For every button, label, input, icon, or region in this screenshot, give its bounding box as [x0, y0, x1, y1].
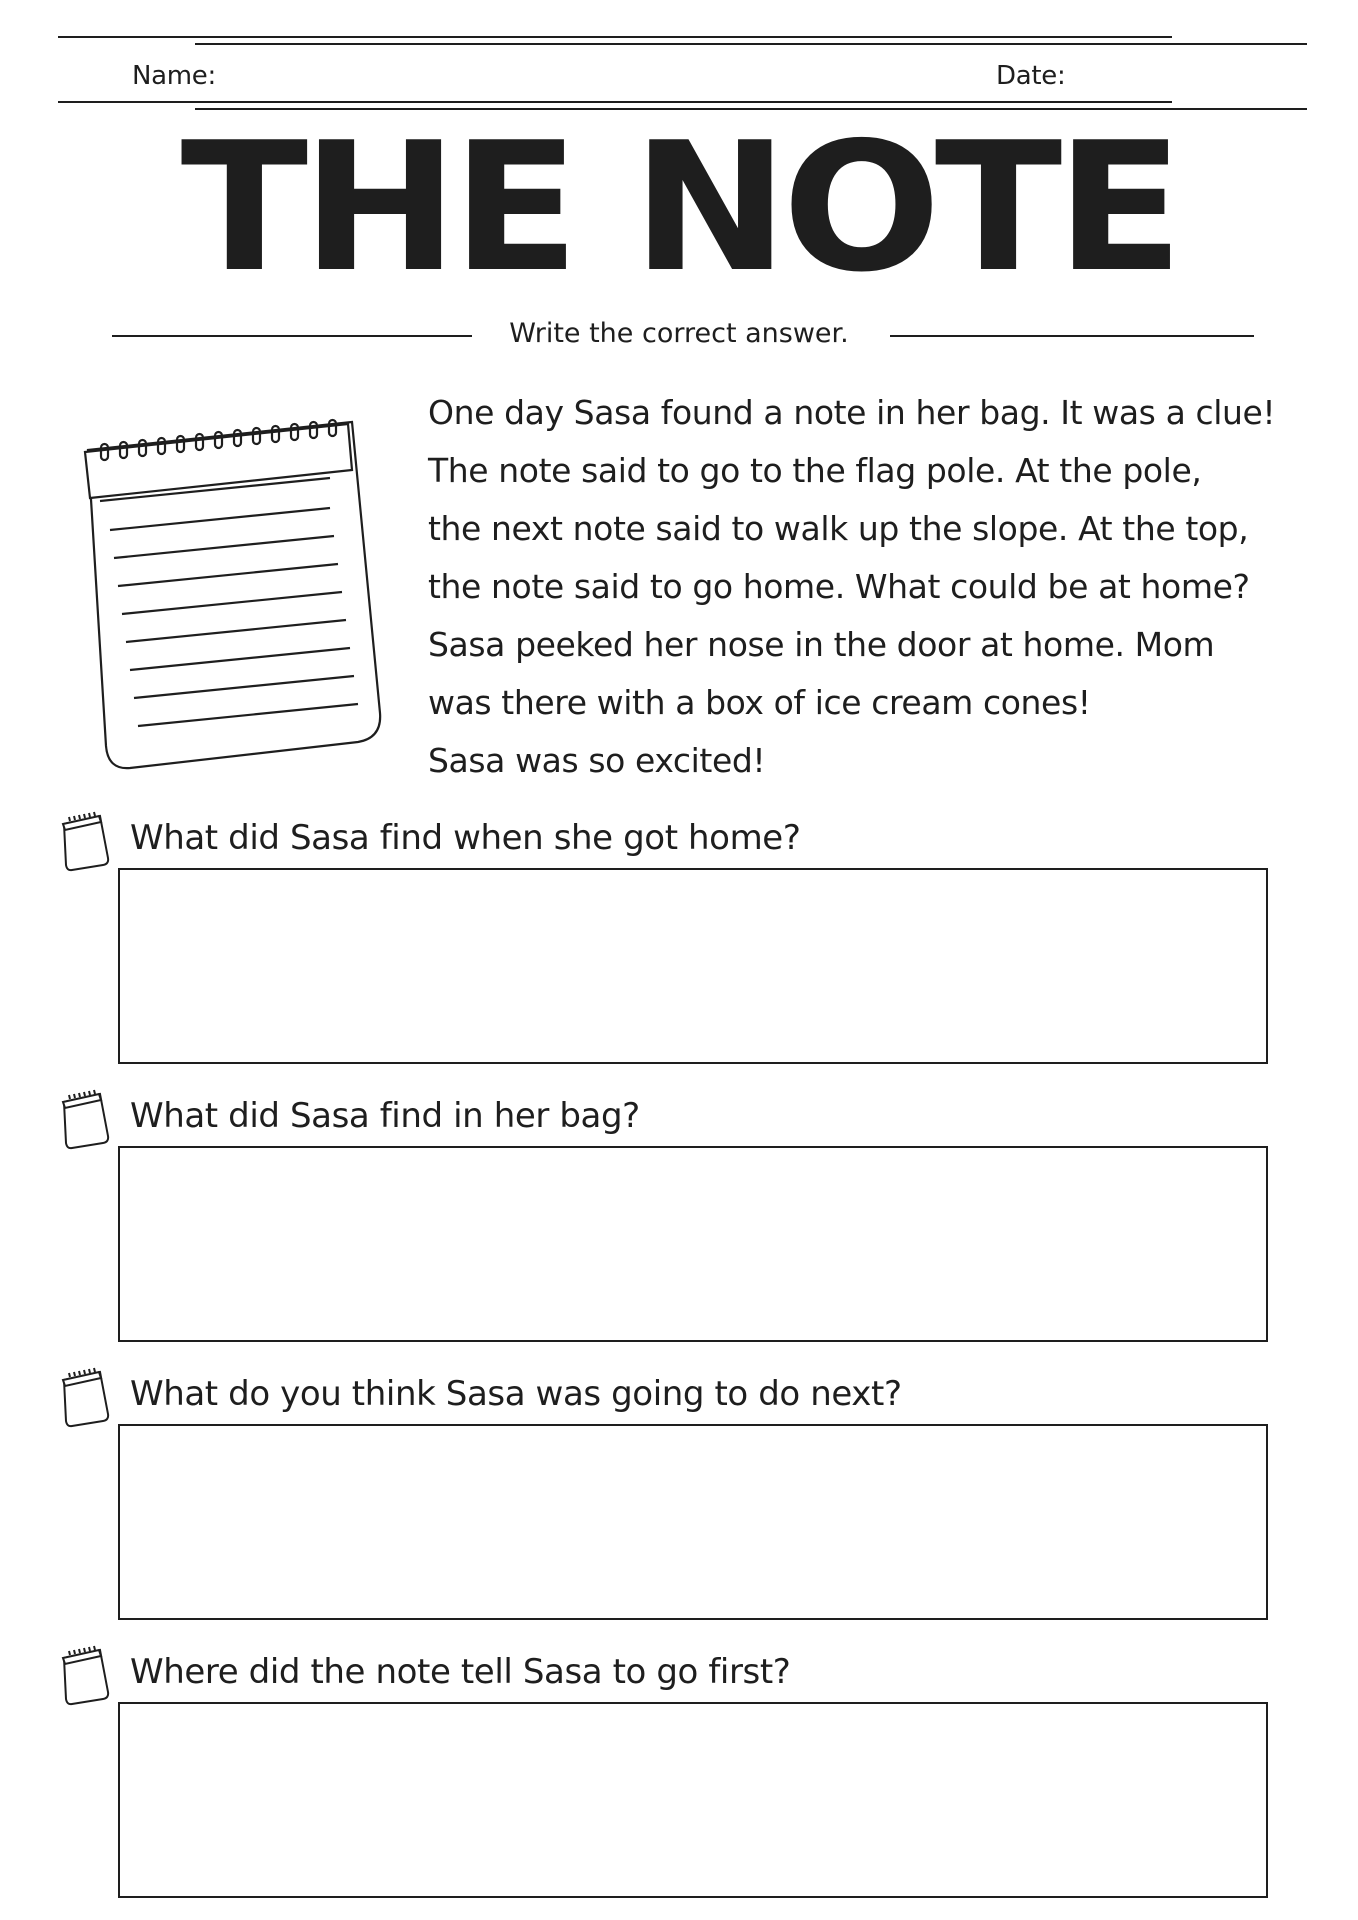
question-2: What did Sasa find in her bag? — [130, 1096, 640, 1136]
notepad-icon — [56, 808, 114, 872]
answer-box-2[interactable] — [118, 1146, 1268, 1342]
story-line: The note said to go to the flag pole. At the pole, — [428, 451, 1202, 490]
question-3: What do you think Sasa was going to do next? — [130, 1374, 902, 1414]
notepad-icon — [56, 1086, 114, 1150]
header-rule-top-1 — [58, 36, 1172, 38]
notepad-icon — [56, 1364, 114, 1428]
header-rule-top-2 — [195, 43, 1307, 45]
page-title: THE NOTE — [180, 104, 1178, 311]
story-line: One day Sasa found a note in her bag. It was a clue! — [428, 393, 1276, 432]
notepad-icon — [56, 1642, 114, 1706]
date-label: Date: — [996, 61, 1066, 91]
story-passage — [428, 384, 1308, 790]
instruction-text: Write the correct answer. — [509, 318, 849, 349]
answer-box-4[interactable] — [118, 1702, 1268, 1898]
answer-box-3[interactable] — [118, 1424, 1268, 1620]
story-line: Sasa peeked her nose in the door at home. Mom — [428, 625, 1215, 664]
story-line: the note said to go home. What could be at home? — [428, 567, 1250, 606]
answer-box-1[interactable] — [118, 868, 1268, 1064]
name-label: Name: — [132, 61, 216, 91]
story-line: the next note said to walk up the slope. At the top, — [428, 509, 1249, 548]
story-line: was there with a box of ice cream cones! — [428, 683, 1091, 722]
story-line: Sasa was so excited! — [428, 741, 766, 780]
question-1: What did Sasa find when she got home? — [130, 818, 801, 858]
notepad-illustration — [80, 408, 390, 778]
header-rule-bottom-1 — [58, 101, 1172, 103]
question-4: Where did the note tell Sasa to go first? — [130, 1652, 791, 1692]
